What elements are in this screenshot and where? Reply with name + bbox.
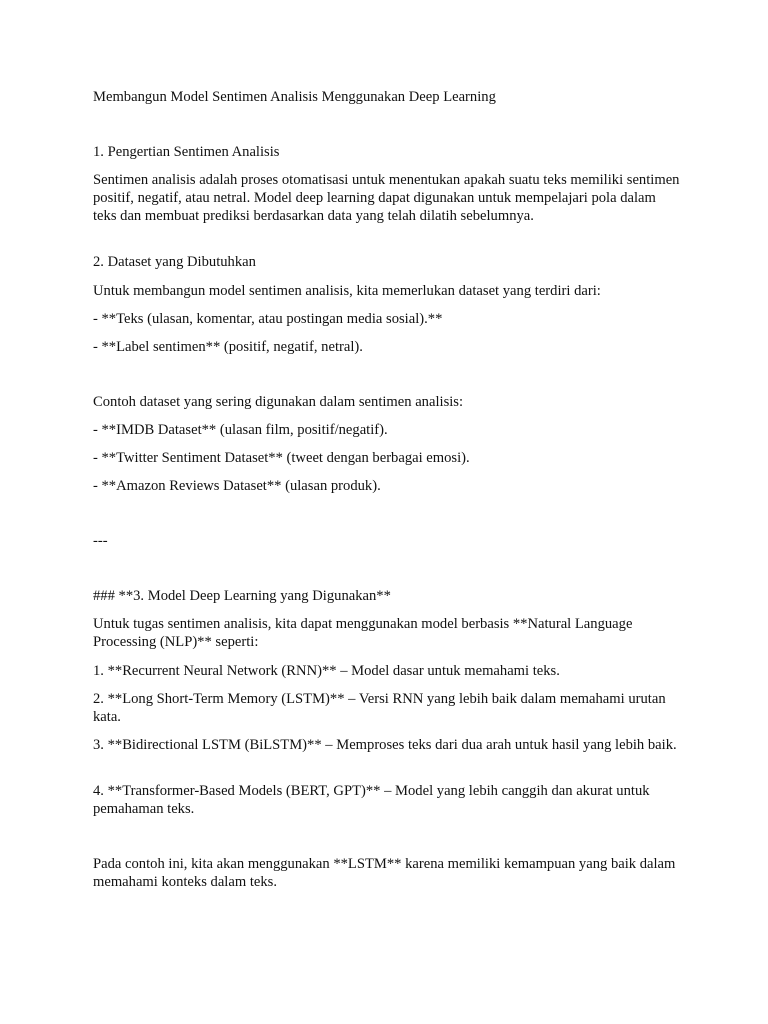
list-item: - **Amazon Reviews Dataset** (ulasan produk). (93, 478, 381, 494)
list-item: 2. **Long Short-Term Memory (LSTM)** – Versi RNN yang lebih baik dalam memahami urutan kata. (93, 691, 666, 725)
section-2-heading: 2. Dataset yang Dibutuhkan (93, 254, 256, 270)
list-item: - **IMDB Dataset** (ulasan film, positif/negatif). (93, 422, 388, 438)
section-3-intro: Untuk tugas sentimen analisis, kita dapat menggunakan model berbasis **Natural Language Processing (NLP)** seperti: (93, 616, 633, 650)
examples-intro: Contoh dataset yang sering digunakan dalam sentimen analisis: (93, 394, 464, 410)
section-1-paragraph: Sentimen analisis adalah proses otomatisasi untuk menentukan apakah suatu teks memiliki sentimen positif, negatif, atau netral. Model deep learning dapat digunakan untuk mempelajari pola dalam teks dan membuat prediksi berdasarkan data yang telah dilatih sebelumnya. (93, 172, 680, 224)
list-item: 4. **Transformer-Based Models (BERT, GPT)** – Model yang lebih canggih dan akurat untuk pemahaman teks. (93, 783, 650, 817)
section-3-heading: ### **3. Model Deep Learning yang Digunakan** (93, 588, 391, 604)
list-item: - **Teks (ulasan, komentar, atau postingan media sosial).** (93, 311, 443, 327)
closing-paragraph: Pada contoh ini, kita akan menggunakan **LSTM** karena memiliki kemampuan yang baik dalam memahami konteks dalam teks. (93, 856, 676, 890)
section-1-heading: 1. Pengertian Sentimen Analisis (93, 144, 280, 160)
section-2-intro: Untuk membangun model sentimen analisis, kita memerlukan dataset yang terdiri dari: (93, 283, 601, 299)
list-item: - **Label sentimen** (positif, negatif, netral). (93, 339, 363, 355)
document-title: Membangun Model Sentimen Analisis Menggunakan Deep Learning (93, 89, 496, 105)
list-item: 1. **Recurrent Neural Network (RNN)** – Model dasar untuk memahami teks. (93, 663, 560, 679)
separator: --- (93, 533, 108, 549)
list-item: 3. **Bidirectional LSTM (BiLSTM)** – Memproses teks dari dua arah untuk hasil yang lebih baik. (93, 737, 677, 753)
list-item: - **Twitter Sentiment Dataset** (tweet dengan berbagai emosi). (93, 450, 470, 466)
